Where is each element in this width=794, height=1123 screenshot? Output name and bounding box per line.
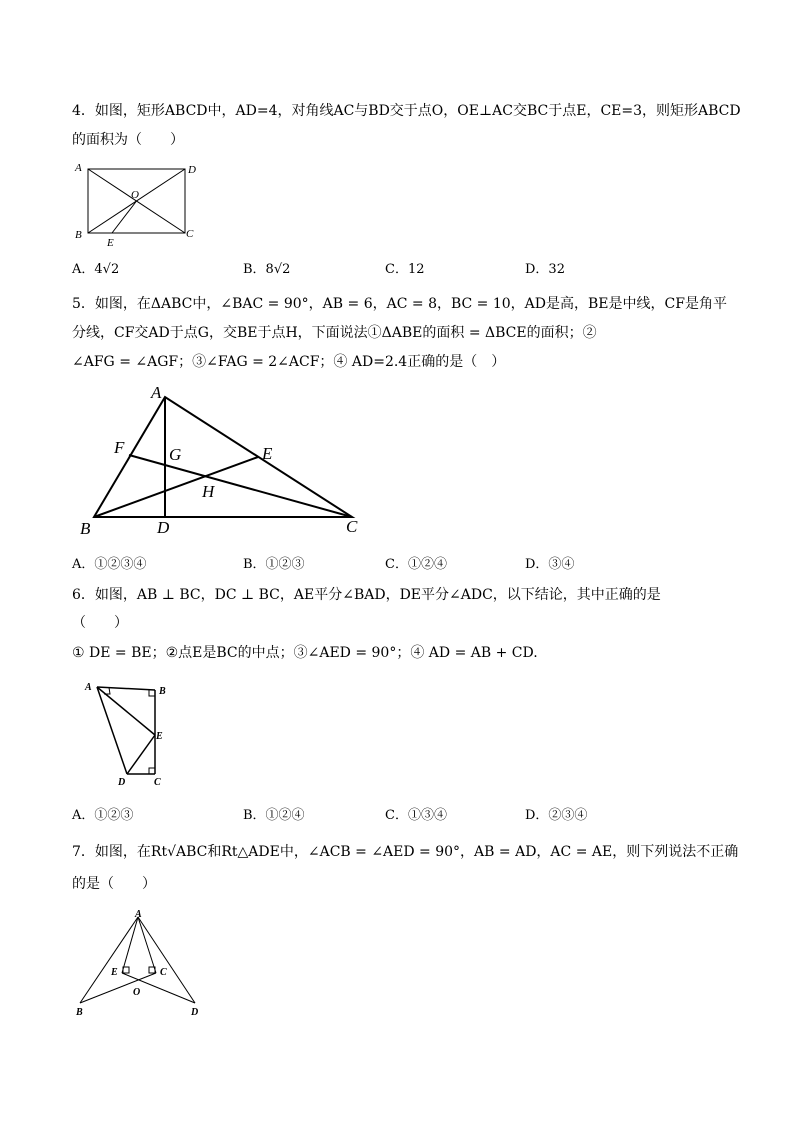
q7-label-d: D bbox=[191, 1007, 199, 1018]
q4-option-c[interactable]: C．12 bbox=[385, 262, 425, 277]
q6-stem-line3: ① DE = BE；②点E是BC的中点；③∠AED = 90°；④ AD = AB + CD. bbox=[72, 645, 538, 661]
q5-option-a[interactable]: A．①②③④ bbox=[72, 557, 147, 572]
q5-label-b: B bbox=[80, 519, 91, 538]
q4-label-e: E bbox=[107, 237, 114, 249]
q5-option-c[interactable]: C．①②④ bbox=[385, 557, 447, 572]
q6-stem-line2: （ ） bbox=[72, 615, 128, 631]
q4-option-b[interactable]: B．8√2 bbox=[243, 262, 291, 277]
q6-label-c: C bbox=[154, 777, 161, 788]
q7-label-e: E bbox=[111, 967, 118, 978]
q6-option-a[interactable]: A．①②③ bbox=[72, 808, 134, 823]
q5-option-b[interactable]: B．①②③ bbox=[243, 557, 305, 572]
q5-stem-line1: 5．如图，在ΔABC中，∠BAC = 90°，AB = 6，AC = 8，BC = 10，AD是高，BE是中线，CF是角平 bbox=[72, 296, 727, 312]
q6-label-a: A bbox=[85, 682, 92, 693]
q4-stem-line1: 4．如图，矩形ABCD中，AD=4，对角线AC与BD交于点O，OE⊥AC交BC于点E，CE=3，则矩形ABCD bbox=[72, 103, 741, 119]
q4-option-a[interactable]: A．4√2 bbox=[72, 262, 120, 277]
q7-label-o: O bbox=[133, 987, 141, 998]
q5-label-c: C bbox=[346, 517, 358, 536]
q5-label-a: A bbox=[151, 383, 162, 402]
q7-label-c: C bbox=[160, 967, 167, 978]
q5-stem-line2: 分线，CF交AD于点G，交BE于点H，下面说法①ΔABE的面积 = ΔBCE的面积；② bbox=[72, 325, 597, 341]
q6-option-d[interactable]: D．②③④ bbox=[525, 808, 588, 823]
q4-label-d: D bbox=[188, 164, 196, 176]
q4-label-c: C bbox=[186, 228, 194, 240]
q6-label-d: D bbox=[118, 777, 126, 788]
q5-label-g: G bbox=[169, 445, 182, 464]
q4-stem-line2: 的面积为（ ） bbox=[72, 132, 184, 148]
q6-stem-line1: 6．如图，AB ⊥ BC，DC ⊥ BC，AE平分∠BAD，DE平分∠ADC，以下结论，其中正确的是 bbox=[72, 587, 661, 603]
q5-option-d[interactable]: D．③④ bbox=[525, 557, 575, 572]
q4-label-a: A bbox=[75, 162, 82, 174]
q6-label-e: E bbox=[156, 731, 163, 742]
q4-label-o: O bbox=[131, 189, 139, 201]
q5-label-d: D bbox=[157, 518, 170, 537]
q6-option-b[interactable]: B．①②④ bbox=[243, 808, 305, 823]
q5-label-f: F bbox=[114, 438, 125, 457]
q7-triangle-figure bbox=[72, 905, 212, 1020]
q5-triangle-figure bbox=[72, 380, 372, 540]
q6-option-c[interactable]: C．①③④ bbox=[385, 808, 447, 823]
q7-stem-line2: 的是（ ） bbox=[72, 876, 156, 892]
q4-rectangle-figure bbox=[72, 158, 212, 248]
q4-option-d[interactable]: D．32 bbox=[525, 262, 565, 277]
q5-stem-line3: ∠AFG = ∠AGF；③∠FAG = 2∠ACF；④ AD=2.4正确的是（ ） bbox=[72, 354, 506, 370]
q6-label-b: B bbox=[159, 686, 166, 697]
q6-trapezoid-figure bbox=[80, 676, 180, 794]
q7-stem-line1: 7．如图，在Rt√ABC和Rt△ADE中，∠ACB = ∠AED = 90°，AB = AD，AC = AE，则下列说法不正确 bbox=[72, 844, 739, 860]
q4-label-b: B bbox=[75, 229, 82, 241]
q7-label-a: A bbox=[135, 909, 142, 920]
q7-label-b: B bbox=[76, 1007, 83, 1018]
q5-label-h: H bbox=[202, 482, 215, 501]
q5-label-e: E bbox=[262, 444, 273, 463]
